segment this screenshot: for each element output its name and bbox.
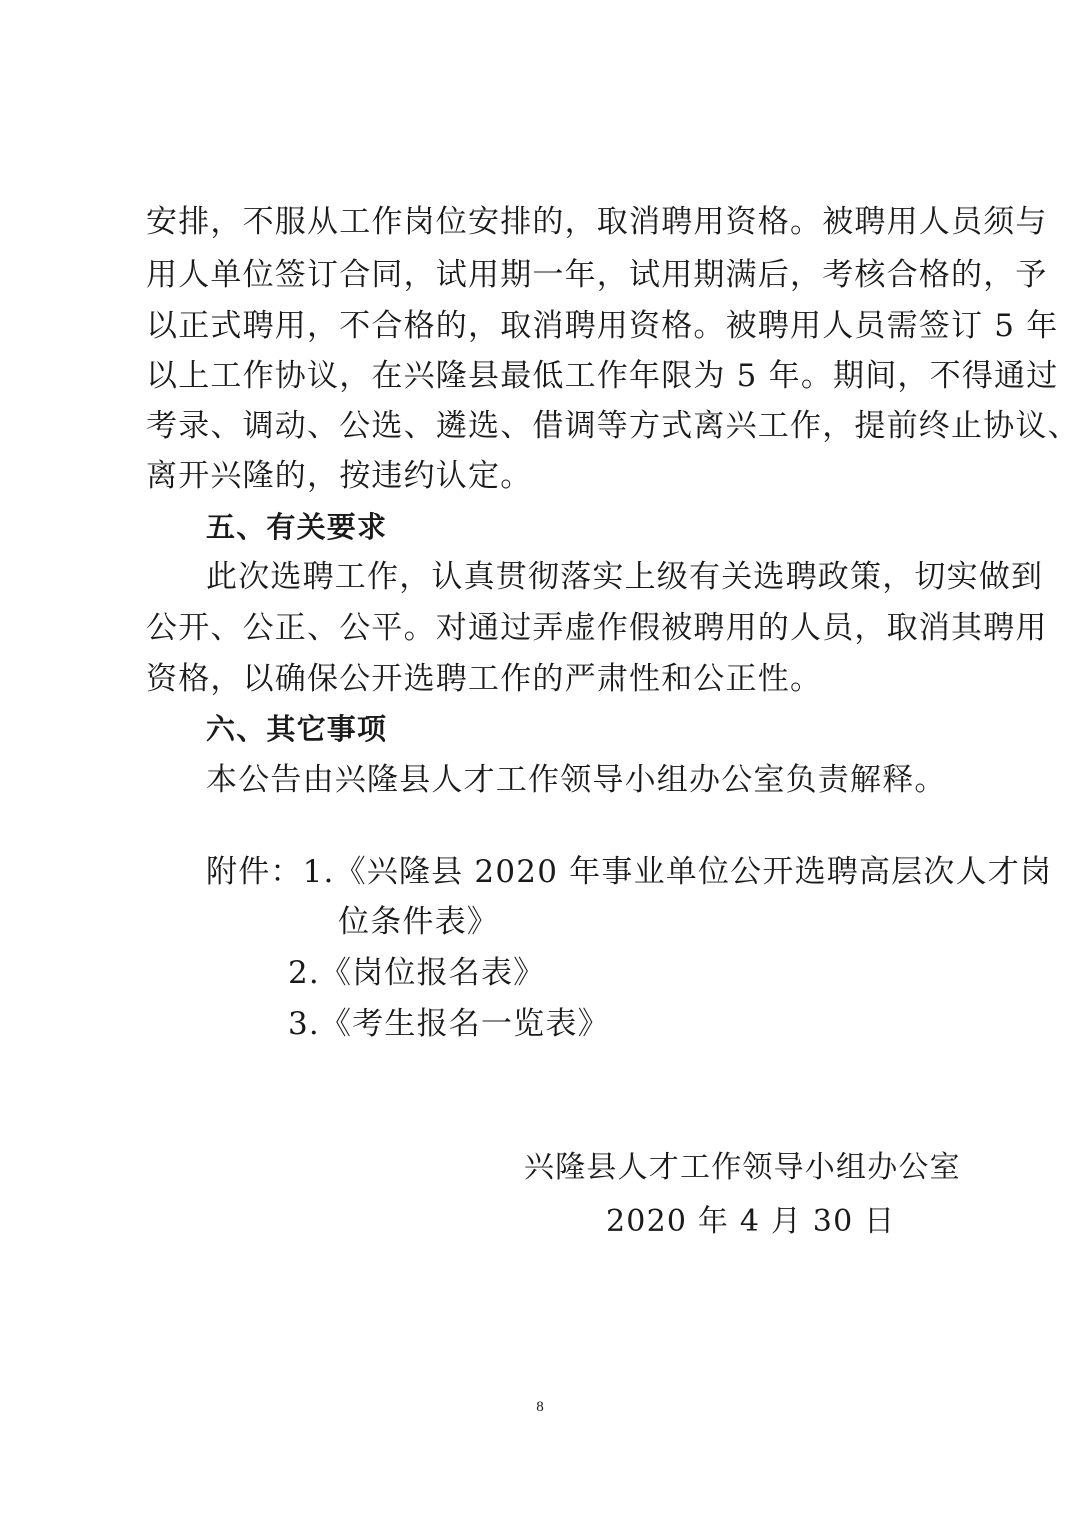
text-line: 用人单位签订合同，试用期一年，试用期满后，考核合格的，予: [146, 257, 1048, 293]
issuing-organization: 兴隆县人才工作领导小组办公室: [524, 1150, 961, 1185]
section-heading-requirements: 五、有关要求: [206, 510, 388, 544]
text-line: 资格，以确保公开选聘工作的严肃性和公正性。: [146, 661, 823, 697]
text-line: 安排，不服从工作岗位安排的，取消聘用资格。被聘用人员须与: [146, 204, 1048, 240]
text-line: 以正式聘用，不合格的，取消聘用资格。被聘用人员需签订 5 年: [146, 308, 1059, 344]
text-line: 考录、调动、公选、遴选、借调等方式离兴工作，提前终止协议、: [146, 408, 1080, 444]
section-heading-other-matters: 六、其它事项: [206, 712, 388, 746]
attachment-item-2: 2.《岗位报名表》: [288, 955, 546, 991]
issue-date: 2020 年 4 月 30 日: [606, 1204, 896, 1239]
text-line: 以上工作协议，在兴隆县最低工作年限为 5 年。期间，不得通过: [146, 358, 1059, 394]
text-line: 公开、公正、公平。对通过弄虚作假被聘用的人员，取消其聘用: [146, 610, 1048, 646]
page-number: 8: [536, 1399, 544, 1415]
attachment-item-1: 附件：1.《兴隆县 2020 年事业单位公开选聘高层次人才岗: [206, 854, 1053, 890]
attachment-item-3: 3.《考生报名一览表》: [288, 1006, 610, 1042]
text-line: 离开兴隆的，按违约认定。: [146, 458, 533, 494]
attachment-item-1-continued: 位条件表》: [338, 904, 499, 940]
text-line: 此次选聘工作，认真贯彻落实上级有关选聘政策，切实做到: [206, 559, 1044, 595]
paragraph-interpretation: 本公告由兴隆县人才工作领导小组办公室负责解释。: [206, 762, 947, 798]
